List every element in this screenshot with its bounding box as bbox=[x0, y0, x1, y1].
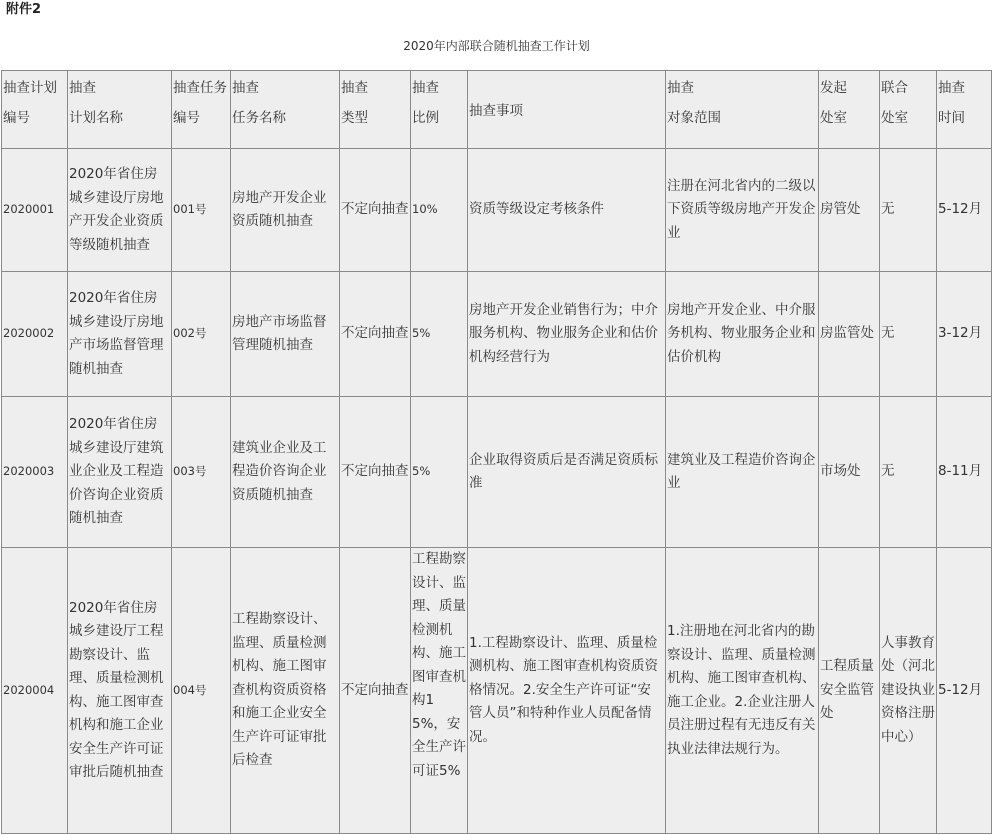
attachment-label: 附件2 bbox=[6, 2, 42, 17]
initiator-cell: 房监管处 bbox=[819, 272, 880, 397]
header-scope: 抽查 对象范围 bbox=[666, 71, 819, 149]
header-task-no: 抽查任务 编号 bbox=[172, 71, 231, 149]
plan-no-cell: 2020002 bbox=[2, 272, 68, 397]
type-cell: 不定向抽查 bbox=[340, 397, 411, 548]
header-plan-name: 抽查 计划名称 bbox=[68, 71, 172, 149]
plan-no-cell: 2020003 bbox=[2, 397, 68, 548]
joint-cell: 人事教育处（河北建设执业资格注册中心） bbox=[880, 548, 937, 834]
table-row bbox=[2, 397, 992, 548]
task-no-cell: 001号 bbox=[172, 149, 231, 272]
header-ratio: 抽查 比例 bbox=[411, 71, 468, 149]
plan-name-cell: 2020年省住房城乡建设厅工程勘察设计、监理、质量检测机构、施工图审查机构和施工企业安全生产许可证审批后随机抽查 bbox=[68, 548, 172, 834]
header-task-name: 抽查 任务名称 bbox=[231, 71, 340, 149]
header-time: 抽查 时间 bbox=[937, 71, 992, 149]
items-cell: 资质等级设定考核条件 bbox=[468, 149, 666, 272]
table-row bbox=[2, 548, 992, 834]
document-title: 2020年内部联合随机抽查工作计划 bbox=[403, 39, 590, 53]
plan-name-cell: 2020年省住房城乡建设厅建筑业企业及工程造价咨询企业资质随机抽查 bbox=[68, 397, 172, 548]
joint-cell: 无 bbox=[880, 272, 937, 397]
table-row bbox=[2, 272, 992, 397]
task-no-cell: 002号 bbox=[172, 272, 231, 397]
plan-name-cell: 2020年省住房城乡建设厅房地产开发企业资质等级随机抽查 bbox=[68, 149, 172, 272]
header-joint: 联合 处室 bbox=[880, 71, 937, 149]
plan-name-cell: 2020年省住房城乡建设厅房地产市场监督管理随机抽查 bbox=[68, 272, 172, 397]
items-cell: 企业取得资质后是否满足资质标准 bbox=[468, 397, 666, 548]
inspection-plan-table bbox=[1, 70, 992, 834]
plan-no-cell: 2020004 bbox=[2, 548, 68, 834]
header-plan-no: 抽查计划 编号 bbox=[2, 71, 68, 149]
scope-cell: 建筑业及工程造价咨询企业 bbox=[666, 397, 819, 548]
items-cell: 房地产开发企业销售行为；中介服务机构、物业服务企业和估价机构经营行为 bbox=[468, 272, 666, 397]
initiator-cell: 工程质量安全监管处 bbox=[819, 548, 880, 834]
initiator-cell: 房管处 bbox=[819, 149, 880, 272]
type-cell: 不定向抽查 bbox=[340, 548, 411, 834]
task-name-cell: 建筑业企业及工程造价咨询企业资质随机抽查 bbox=[231, 397, 340, 548]
joint-cell: 无 bbox=[880, 149, 937, 272]
scope-cell: 1.注册地在河北省内的勘察设计、监理、质量检测机构、施工图审查机构、施工企业。2.企业注册人员注册过程有无违反有关执业法律法规行为。 bbox=[666, 548, 819, 834]
time-cell: 8-11月 bbox=[937, 397, 992, 548]
task-no-cell: 004号 bbox=[172, 548, 231, 834]
joint-cell: 无 bbox=[880, 397, 937, 548]
type-cell: 不定向抽查 bbox=[340, 272, 411, 397]
time-cell: 5-12月 bbox=[937, 149, 992, 272]
ratio-cell: 5% bbox=[411, 397, 468, 548]
ratio-cell: 5% bbox=[411, 272, 468, 397]
time-cell: 3-12月 bbox=[937, 272, 992, 397]
task-name-cell: 房地产开发企业资质随机抽查 bbox=[231, 149, 340, 272]
ratio-cell: 10% bbox=[411, 149, 468, 272]
header-initiator: 发起 处室 bbox=[819, 71, 880, 149]
header-type: 抽查 类型 bbox=[340, 71, 411, 149]
table-row bbox=[2, 149, 992, 272]
initiator-cell: 市场处 bbox=[819, 397, 880, 548]
task-no-cell: 003号 bbox=[172, 397, 231, 548]
scope-cell: 注册在河北省内的二级以下资质等级房地产开发企业 bbox=[666, 149, 819, 272]
plan-no-cell: 2020001 bbox=[2, 149, 68, 272]
task-name-cell: 房地产市场监督管理随机抽查 bbox=[231, 272, 340, 397]
time-cell: 5-12月 bbox=[937, 548, 992, 834]
scope-cell: 房地产开发企业、中介服务机构、物业服务企业和估价机构 bbox=[666, 272, 819, 397]
type-cell: 不定向抽查 bbox=[340, 149, 411, 272]
ratio-cell: 工程勘察设计、监理、质量检测机构、施工图审查机构15%，安全生产许可证5% bbox=[411, 548, 468, 834]
header-items: 抽查事项 bbox=[468, 71, 666, 149]
task-name-cell: 工程勘察设计、监理、质量检测机构、施工图审查机构资质资格和施工企业安全生产许可证审批后检查 bbox=[231, 548, 340, 834]
items-cell: 1.工程勘察设计、监理、质量检测机构、施工图审查机构资质资格情况。2.安全生产许可证“安管人员”和特种作业人员配备情况。 bbox=[468, 548, 666, 834]
table-header-row bbox=[2, 71, 992, 149]
